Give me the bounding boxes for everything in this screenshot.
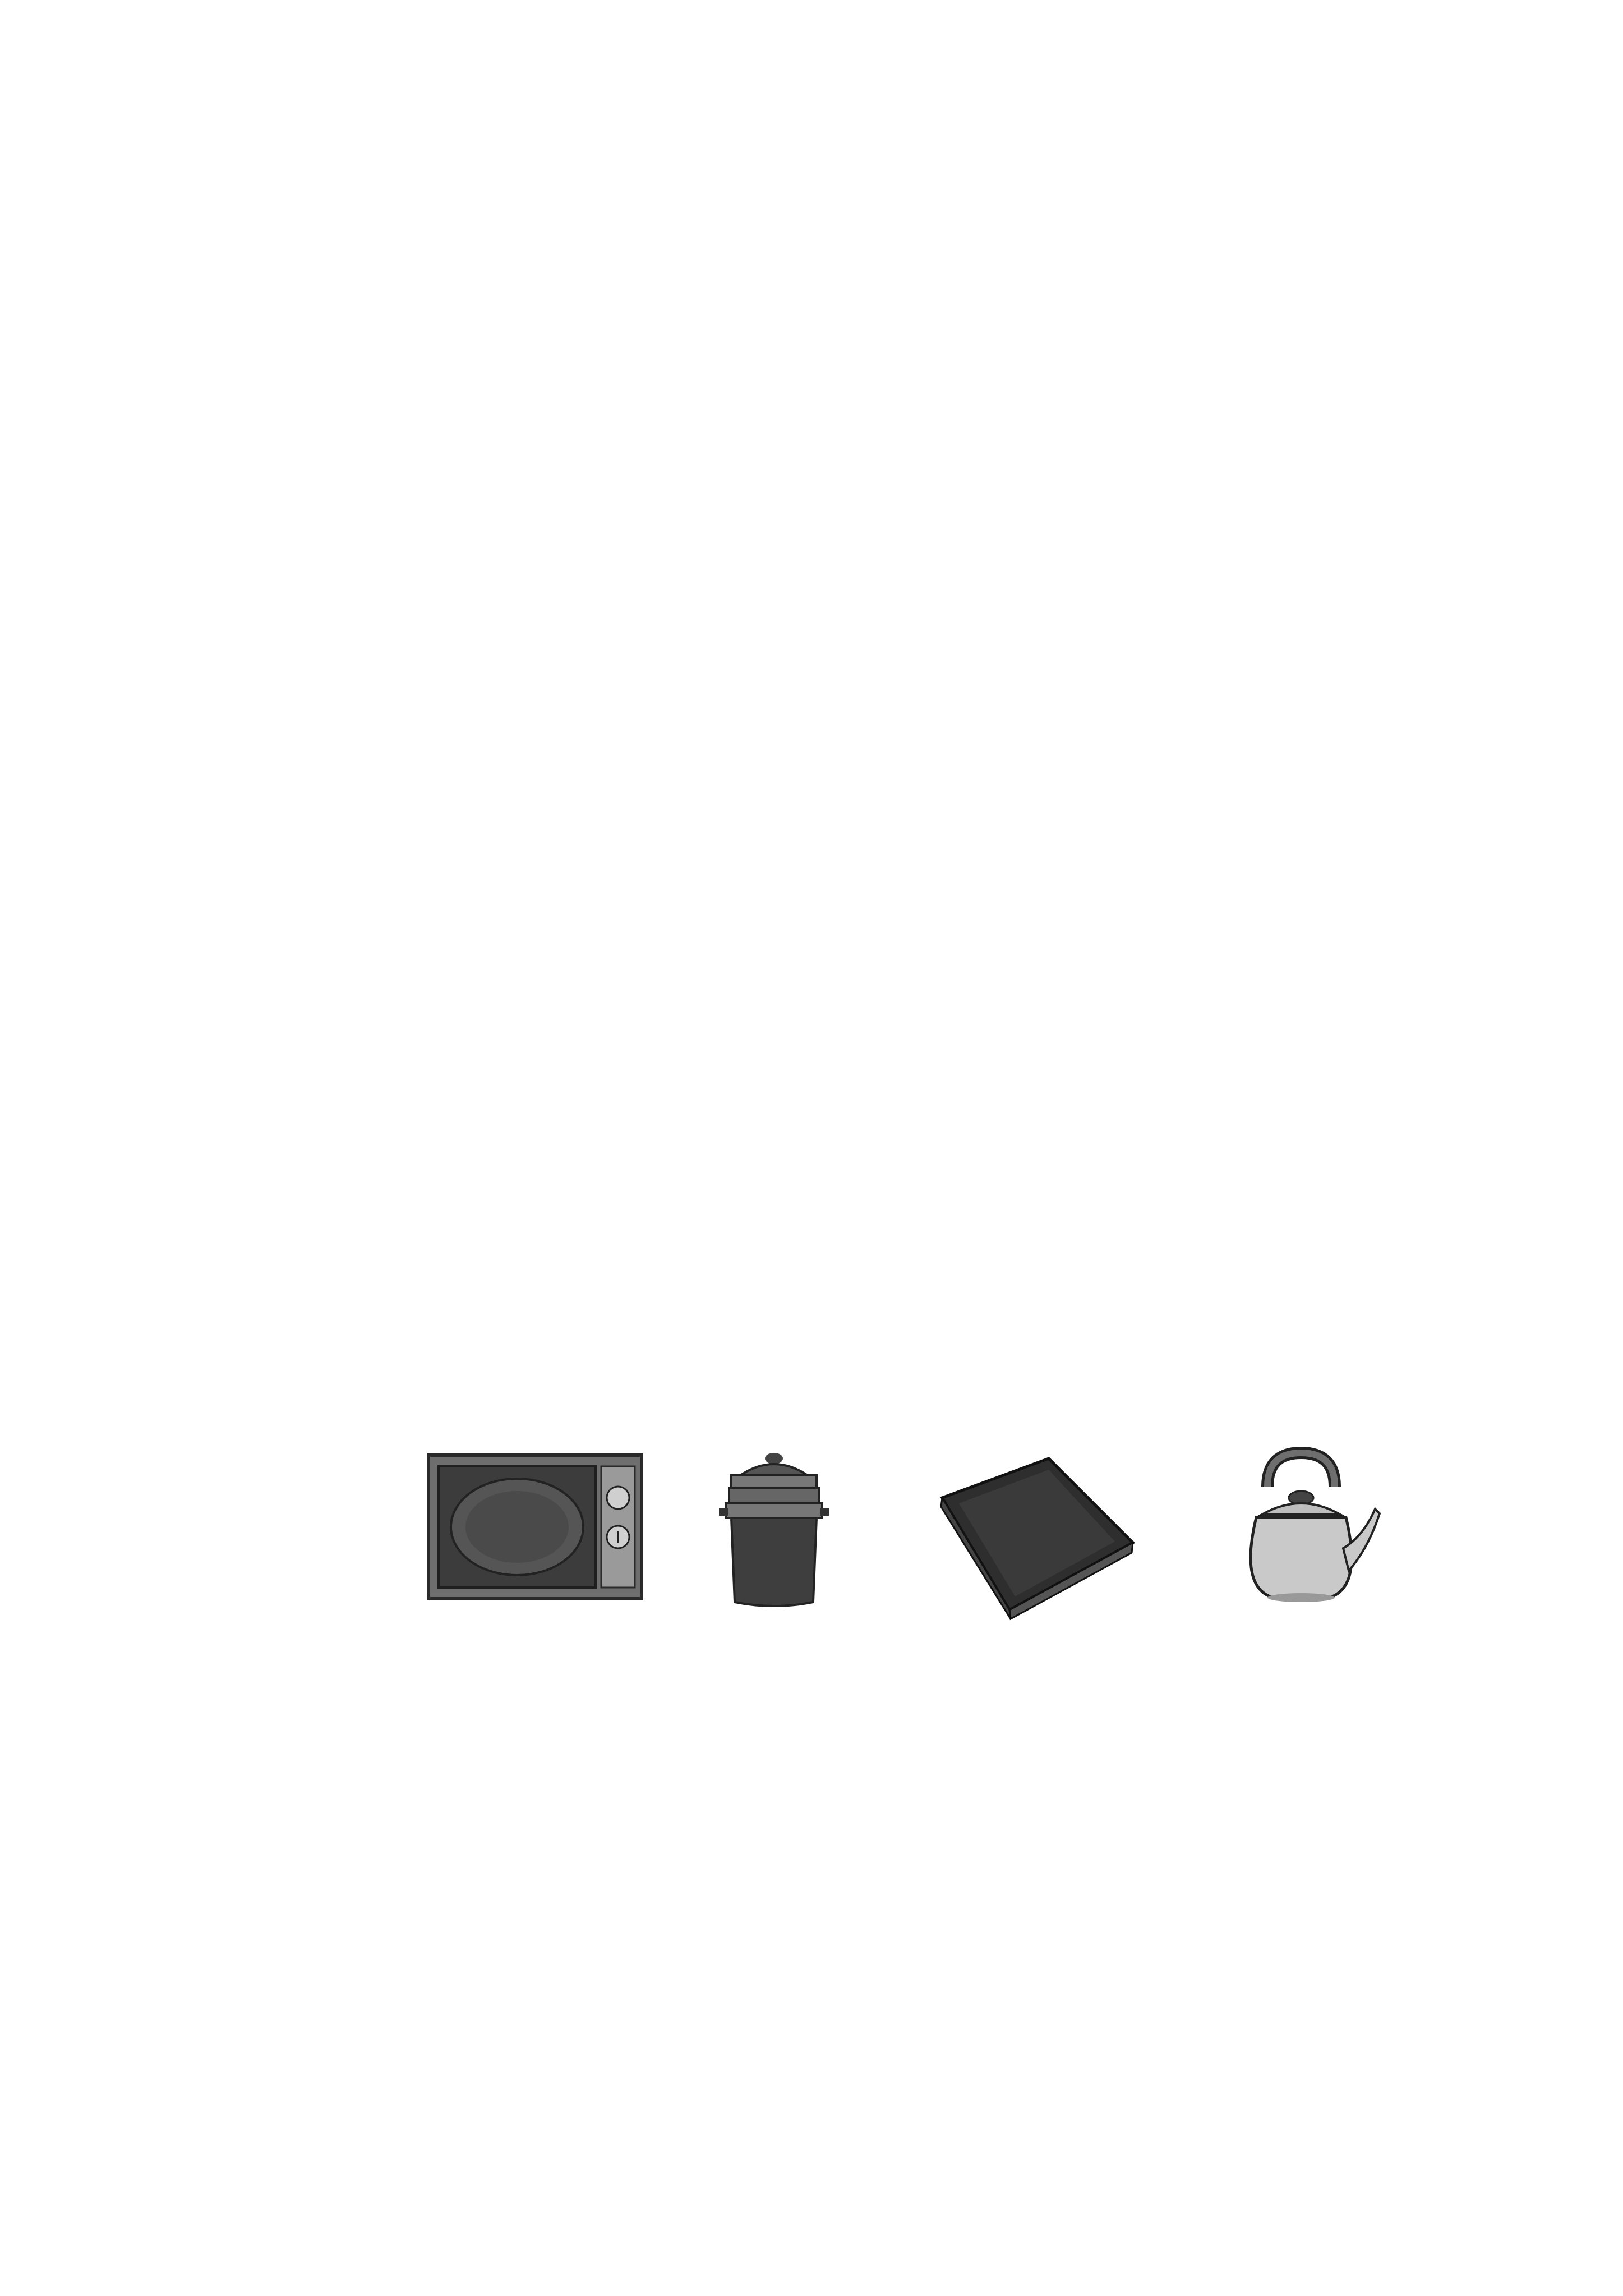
microwave-oven-icon bbox=[426, 1453, 651, 1604]
rice-cooker-icon bbox=[718, 1442, 830, 1616]
kettle-icon bbox=[1228, 1442, 1385, 1610]
abacus-drawing-group bbox=[404, 825, 1088, 1363]
induction-cooker-icon bbox=[937, 1453, 1138, 1621]
abacus-reading-figure bbox=[359, 202, 1077, 740]
abacus-drawing-figure bbox=[404, 825, 1088, 1363]
appliance-row bbox=[415, 1442, 1402, 1627]
abacus-reading-group bbox=[359, 202, 1077, 740]
